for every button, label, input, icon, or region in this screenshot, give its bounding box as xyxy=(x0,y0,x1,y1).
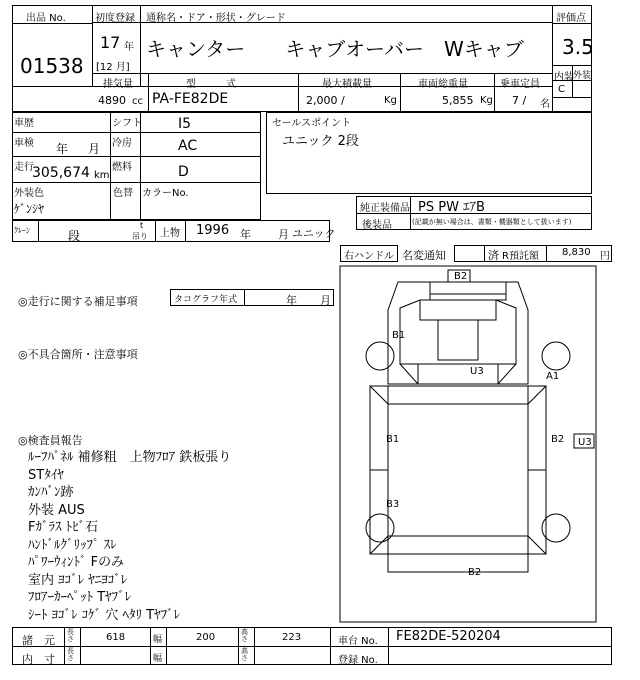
rhd-label: 右ハンドル xyxy=(344,251,394,262)
bed-corners xyxy=(370,386,546,554)
exterior-label: 外装 xyxy=(573,71,592,81)
sales-point-value: ユニック 2段 xyxy=(282,134,359,149)
mileage-label: 走行 xyxy=(14,162,34,173)
crane-ton: t xyxy=(140,221,144,230)
model-value: PA-FE82DE xyxy=(152,91,229,107)
aftermarket-note: (記載が無い場合は、書類・機器類として扱います) xyxy=(412,218,572,226)
lot-number: 01538 xyxy=(20,54,84,78)
inspection-month-unit: 月 xyxy=(88,142,101,156)
shift-label: シフト xyxy=(112,118,142,129)
body-label: 上物 xyxy=(160,228,180,239)
mark-b1-left: B1 xyxy=(386,434,400,445)
displacement-value: 4890 xyxy=(98,94,126,107)
height-label: 高さ xyxy=(241,628,248,643)
grade-label: 評価点 xyxy=(556,13,586,24)
max-load-value: 2,000 / xyxy=(306,94,345,107)
grade-value: 3.5 xyxy=(562,35,594,59)
fuel-label: 燃料 xyxy=(112,162,132,173)
length-value: 618 xyxy=(106,632,126,643)
chassis-value: FE82DE-520204 xyxy=(396,629,501,644)
reg-year: 17 xyxy=(100,33,121,52)
mileage-value: 305,674 xyxy=(32,165,90,181)
recycle-done: 済 xyxy=(488,249,499,262)
height-value: 223 xyxy=(282,632,302,643)
capacity-value: 7 / xyxy=(512,94,527,107)
report-line: 外装 AUS xyxy=(28,502,85,518)
color-change-label: 色替 xyxy=(113,188,133,199)
bed-inner-lines xyxy=(388,404,528,536)
width-label: 幅 xyxy=(153,635,163,645)
report-line: ﾊﾝﾄﾞﾙｸﾞﾘｯﾌﾟ ｽﾚ xyxy=(28,537,117,553)
name-change-label: 名変通知 xyxy=(402,249,446,262)
cab-door-lines xyxy=(400,364,516,384)
dims-label: 諸 元 xyxy=(22,634,55,647)
ac-label: 冷房 xyxy=(112,138,132,149)
length-label: 長さ xyxy=(67,628,74,643)
name-label: 通称名・ドア・形状・グレード xyxy=(146,13,286,24)
ext-color-value: ｹﾞﾝｼﾔ xyxy=(14,202,45,216)
report-line: ｶﾝﾊﾞﾝ跡 xyxy=(28,485,74,500)
cab-roof xyxy=(430,282,506,294)
bed-floor xyxy=(388,386,528,554)
cab-visor xyxy=(430,294,506,300)
gross-weight-unit: Kg xyxy=(480,95,493,106)
body-month-unit: 月 xyxy=(278,228,289,241)
inside-length-label: 長さ xyxy=(67,647,74,662)
cab-outline xyxy=(388,282,528,384)
defects-label: ◎不具合箇所・注意事項 xyxy=(18,348,138,361)
wheel-front-right xyxy=(542,342,570,370)
max-load-unit: Kg xyxy=(384,95,397,106)
history-label: 車歴 xyxy=(14,118,34,129)
mark-b2-right: B2 xyxy=(551,434,565,445)
car-name: キャンター キャブオーバー Wキャブ xyxy=(146,37,524,61)
tacho-year-unit: 年 xyxy=(286,294,297,307)
ext-color-label: 外装色 xyxy=(14,188,44,199)
body-year-unit: 年 xyxy=(240,228,251,241)
inspector-report xyxy=(28,446,231,621)
supp-label: ◎走行に関する補足事項 xyxy=(18,295,138,308)
gross-weight-label: 車両総重量 xyxy=(418,79,468,90)
report-line: 室内 ﾖｺﾞﾚ ﾔﾆﾖｺﾞﾚ xyxy=(28,572,128,588)
report-line: ﾌﾛｱｰｶｰﾍﾟｯﾄ Tﾔﾌﾞﾚ xyxy=(28,590,132,605)
report-line: STﾀｲﾔ xyxy=(28,467,64,483)
inside-height-label: 高さ xyxy=(241,647,248,662)
mark-b1-front: B1 xyxy=(392,330,406,341)
aftermarket-label: 後装品 xyxy=(362,220,392,231)
mark-u3-right: U3 xyxy=(578,437,592,448)
max-load-label: 最大積載量 xyxy=(322,79,372,90)
inspector-label: ◎検査員報告 xyxy=(18,434,83,447)
sales-point-label: セールスポイント xyxy=(272,118,352,129)
gross-weight-value: 5,855 xyxy=(442,94,474,107)
cab-pillars xyxy=(418,364,498,384)
displacement-label: 排気量 xyxy=(103,79,133,90)
crane-label: ｸﾚｰﾝ xyxy=(14,226,30,235)
inspection-label: 車検 xyxy=(14,138,34,149)
recycle-deposit-label: R預託額 xyxy=(502,251,539,262)
body-year: 1996 xyxy=(196,223,230,238)
mark-u3-cab: U3 xyxy=(470,366,484,377)
tacho-month-unit: 月 xyxy=(320,294,331,307)
width-value: 200 xyxy=(196,632,216,643)
interior-label: 内装 xyxy=(554,72,574,83)
report-line: ﾙｰﾌﾊﾟﾈﾙ 補修粗 上物ﾌﾛｱ 鉄板張り xyxy=(28,450,232,465)
ac-value: AC xyxy=(178,138,198,154)
model-label: 型 式 xyxy=(186,79,236,90)
report-line: Fｶﾞﾗｽ ﾄﾋﾞ石 xyxy=(28,520,99,535)
reg-year-unit: 年 xyxy=(124,42,134,53)
yen-unit: 円 xyxy=(600,251,610,262)
chassis-label: 車台 No. xyxy=(338,636,378,647)
equipment-label: 純正装備品 xyxy=(360,203,410,214)
tacho-label: タコグラフ年式 xyxy=(174,295,238,305)
mark-b2-rear: B2 xyxy=(468,567,482,578)
cc-unit: cc xyxy=(132,96,143,107)
first-reg-label: 初度登録 xyxy=(95,13,135,24)
body-maker: ユニック xyxy=(292,227,336,240)
mileage-unit: km xyxy=(94,170,110,181)
report-line: ｼｰﾄ ﾖｺﾞﾚ ｺｹﾞ 穴 ﾍﾀﾘ Tﾔﾌﾞﾚ xyxy=(28,607,181,623)
rear-gate xyxy=(388,554,528,572)
color-code-label: カラーNo. xyxy=(142,188,189,199)
wheel-front-left xyxy=(366,342,394,370)
cab-seat-outline xyxy=(438,320,478,360)
capacity-label: 乗車定員 xyxy=(500,79,540,90)
reg-no-label: 登録 No. xyxy=(338,655,378,666)
interior-grade: C xyxy=(558,84,565,95)
cab-window xyxy=(400,300,516,364)
equipment-value: PS PW ｴｱB xyxy=(418,200,485,215)
inside-width-label: 幅 xyxy=(153,654,163,664)
reg-month: [12 月] xyxy=(96,62,130,73)
cab-window-top xyxy=(420,300,496,320)
mark-a1: A1 xyxy=(546,371,560,382)
crane-lift: 吊り xyxy=(132,232,148,241)
mark-b3-left: B3 xyxy=(386,499,400,510)
fuel-value: D xyxy=(178,164,189,180)
inspection-year-unit: 年 xyxy=(56,142,69,156)
mark-b2-top: B2 xyxy=(454,271,468,282)
recycle-amount: 8,830 xyxy=(562,247,591,258)
shift-value: I5 xyxy=(178,116,192,132)
crane-steps: 段 xyxy=(68,229,81,243)
report-line: ﾊﾟﾜｰｳｨﾝﾄﾞ Fのみ xyxy=(28,555,125,570)
lot-label: 出品 No. xyxy=(26,13,66,24)
capacity-unit: 名 xyxy=(540,99,550,110)
inside-dims-label: 内 寸 xyxy=(22,653,55,666)
